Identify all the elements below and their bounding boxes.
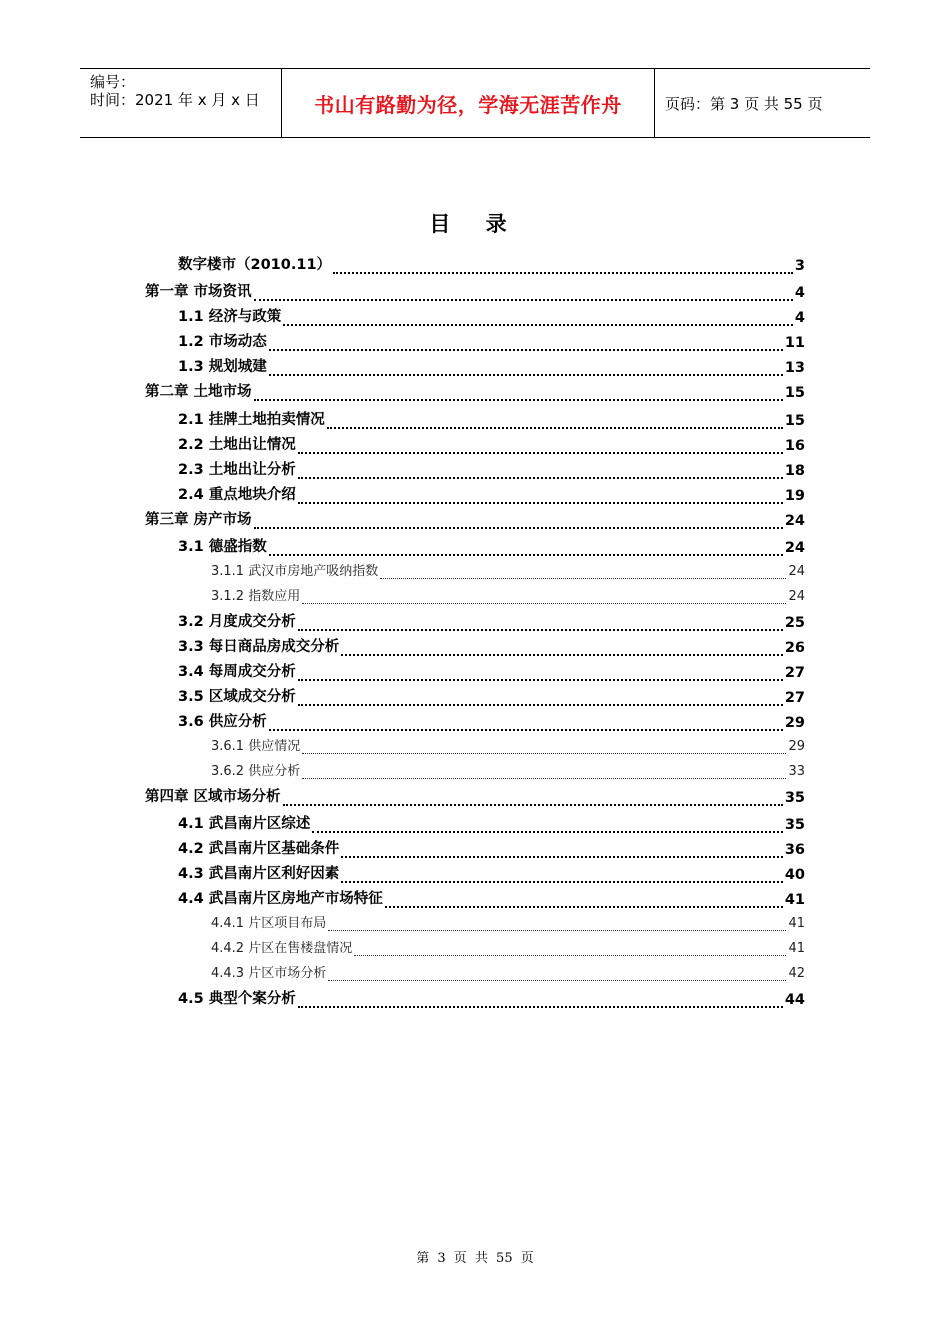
toc-leader-dots xyxy=(298,665,783,681)
toc-entry[interactable] xyxy=(178,636,805,656)
toc-entry[interactable] xyxy=(178,988,805,1008)
page-header xyxy=(80,68,870,138)
toc-entry-title: 3.1.1 武汉市房地产吸纳指数 xyxy=(211,564,379,579)
toc-leader-dots xyxy=(302,591,786,604)
toc-entry-title: 2.2 土地出让情况 xyxy=(178,437,296,453)
toc-entry-page: 11 xyxy=(784,335,805,351)
toc-entry-title: 1.2 市场动态 xyxy=(178,334,267,350)
toc-entry[interactable] xyxy=(178,661,805,681)
toc-entry-page: 42 xyxy=(788,966,805,981)
toc-entry-page: 27 xyxy=(784,690,805,706)
toc-leader-dots xyxy=(302,741,786,754)
toc-entry-page: 13 xyxy=(784,360,805,376)
toc-entry[interactable] xyxy=(178,459,805,479)
toc-entry-page: 18 xyxy=(784,463,805,479)
toc-entry-title: 第四章 区域市场分析 xyxy=(145,789,281,805)
toc-entry-title: 3.4 每周成交分析 xyxy=(178,664,296,680)
toc-entry[interactable] xyxy=(211,761,805,779)
toc-entry-page: 4 xyxy=(794,285,805,301)
toc-entry-title: 3.3 每日商品房成交分析 xyxy=(178,639,340,655)
toc-entry-title: 4.2 武昌南片区基础条件 xyxy=(178,841,340,857)
toc-leader-dots xyxy=(328,968,786,981)
toc-entry-page: 19 xyxy=(784,488,805,504)
toc-entry-page: 41 xyxy=(784,892,805,908)
toc-leader-dots xyxy=(254,285,793,301)
number-label: 编号： xyxy=(90,73,136,91)
toc-entry-page: 15 xyxy=(784,413,805,429)
toc-leader-dots xyxy=(283,310,793,326)
header-page-info: 页码：第 3 页 共 55 页 xyxy=(665,94,823,113)
toc-leader-dots xyxy=(341,842,783,858)
toc-entry[interactable] xyxy=(178,611,805,631)
toc-entry[interactable] xyxy=(145,281,805,301)
toc-entry[interactable] xyxy=(178,888,805,908)
toc-entry-page: 29 xyxy=(784,715,805,731)
toc-entry-page: 27 xyxy=(784,665,805,681)
toc-entry-title: 2.1 挂牌土地拍卖情况 xyxy=(178,412,325,428)
toc-entry-page: 35 xyxy=(784,790,805,806)
toc-entry-page: 4 xyxy=(794,310,805,326)
toc-leader-dots xyxy=(269,360,783,376)
toc-entry-title: 4.4 武昌南片区房地产市场特征 xyxy=(178,891,383,907)
toc-entry[interactable] xyxy=(211,963,805,981)
toc-entry[interactable] xyxy=(211,586,805,604)
toc-entry-page: 41 xyxy=(788,916,805,931)
toc-entry-page: 24 xyxy=(788,589,805,604)
toc-leader-dots xyxy=(385,892,783,908)
toc-leader-dots xyxy=(298,438,783,454)
toc-entry[interactable] xyxy=(178,434,805,454)
toc-entry-title: 4.4.3 片区市场分析 xyxy=(211,966,327,981)
toc-entry-title: 3.6 供应分析 xyxy=(178,714,267,730)
toc-leader-dots xyxy=(327,413,783,429)
toc-leader-dots xyxy=(269,715,783,731)
toc-leader-dots xyxy=(269,335,783,351)
toc-entry-title: 2.3 土地出让分析 xyxy=(178,462,296,478)
toc-entry-page: 35 xyxy=(784,817,805,833)
toc-leader-dots xyxy=(380,566,786,579)
toc-entry-page: 26 xyxy=(784,640,805,656)
toc-entry-title: 数字楼市（2010.11） xyxy=(178,257,332,273)
toc-entry-page: 24 xyxy=(788,564,805,579)
toc-entry[interactable] xyxy=(178,331,805,351)
toc-leader-dots xyxy=(298,463,783,479)
toc-leader-dots xyxy=(312,817,783,833)
toc-entry[interactable] xyxy=(145,381,805,401)
toc-entry[interactable] xyxy=(178,838,805,858)
toc-leader-dots xyxy=(254,385,783,401)
toc-entry-title: 第一章 市场资讯 xyxy=(145,284,252,300)
toc-entry-title: 3.6.1 供应情况 xyxy=(211,739,301,754)
toc-entry-page: 41 xyxy=(788,941,805,956)
toc-entry-page: 40 xyxy=(784,867,805,883)
header-motto: 书山有路勤为径，学海无涯苦作舟 xyxy=(282,69,655,137)
toc-leader-dots xyxy=(328,918,786,931)
toc-entry[interactable] xyxy=(211,938,805,956)
toc-entry-title: 3.2 月度成交分析 xyxy=(178,614,296,630)
toc-entry[interactable] xyxy=(178,484,805,504)
toc-entry-title: 第二章 土地市场 xyxy=(145,384,252,400)
toc-leader-dots xyxy=(333,258,793,274)
toc-entry-title: 4.3 武昌南片区利好因素 xyxy=(178,866,340,882)
toc-entry-title: 1.3 规划城建 xyxy=(178,359,267,375)
toc-entry[interactable] xyxy=(178,711,805,731)
toc-leader-dots xyxy=(298,690,783,706)
toc-entry-page: 25 xyxy=(784,615,805,631)
toc-leader-dots xyxy=(302,766,786,779)
toc-entry-title: 4.4.1 片区项目布局 xyxy=(211,916,327,931)
toc-entry[interactable] xyxy=(178,306,805,326)
toc-entry[interactable] xyxy=(178,863,805,883)
toc-entry-page: 29 xyxy=(788,739,805,754)
toc-entry-page: 36 xyxy=(784,842,805,858)
toc-leader-dots xyxy=(298,488,783,504)
toc-entry-title: 4.4.2 片区在售楼盘情况 xyxy=(211,941,353,956)
toc-leader-dots xyxy=(298,615,783,631)
toc-leader-dots xyxy=(298,992,783,1008)
toc-leader-dots xyxy=(283,790,783,806)
header-meta xyxy=(80,69,282,137)
toc-entry-title: 第三章 房产市场 xyxy=(145,512,252,528)
toc-entry-page: 33 xyxy=(788,764,805,779)
toc-entry-page: 15 xyxy=(784,385,805,401)
toc-entry-page: 44 xyxy=(784,992,805,1008)
toc-leader-dots xyxy=(341,640,783,656)
toc-entry-title: 1.1 经济与政策 xyxy=(178,309,282,325)
toc-leader-dots xyxy=(354,943,786,956)
toc-entry[interactable] xyxy=(211,736,805,754)
toc-entry-title: 3.1.2 指数应用 xyxy=(211,589,301,604)
toc-entry[interactable] xyxy=(145,786,805,806)
toc-entry[interactable] xyxy=(178,813,805,833)
toc-title: 目 录 xyxy=(429,212,521,236)
toc-entry[interactable] xyxy=(211,913,805,931)
toc-entry-page: 24 xyxy=(784,513,805,529)
toc-entry-title: 4.1 武昌南片区综述 xyxy=(178,816,311,832)
toc-entry-title: 3.1 德盛指数 xyxy=(178,539,267,555)
toc-entry-page: 3 xyxy=(794,258,805,274)
toc-entry[interactable] xyxy=(211,561,805,579)
time-label: 时间：2021 年 x 月 x 日 xyxy=(90,91,260,109)
toc-entry-page: 16 xyxy=(784,438,805,454)
toc-entry-page: 24 xyxy=(784,540,805,556)
toc-leader-dots xyxy=(341,867,783,883)
toc-leader-dots xyxy=(269,540,783,556)
toc-entry[interactable] xyxy=(178,686,805,706)
toc-entry[interactable] xyxy=(178,356,805,376)
toc-entry-title: 2.4 重点地块介绍 xyxy=(178,487,296,503)
toc-entry-title: 3.5 区域成交分析 xyxy=(178,689,296,705)
toc-entry[interactable] xyxy=(178,409,805,429)
toc-entry[interactable] xyxy=(178,536,805,556)
toc-entry-title: 3.6.2 供应分析 xyxy=(211,764,301,779)
toc-entry[interactable] xyxy=(145,509,805,529)
toc-entry-title: 4.5 典型个案分析 xyxy=(178,991,296,1007)
toc-entry[interactable] xyxy=(178,254,805,274)
page-footer: 第 3 页 共 55 页 xyxy=(416,1251,534,1266)
toc-leader-dots xyxy=(254,513,783,529)
